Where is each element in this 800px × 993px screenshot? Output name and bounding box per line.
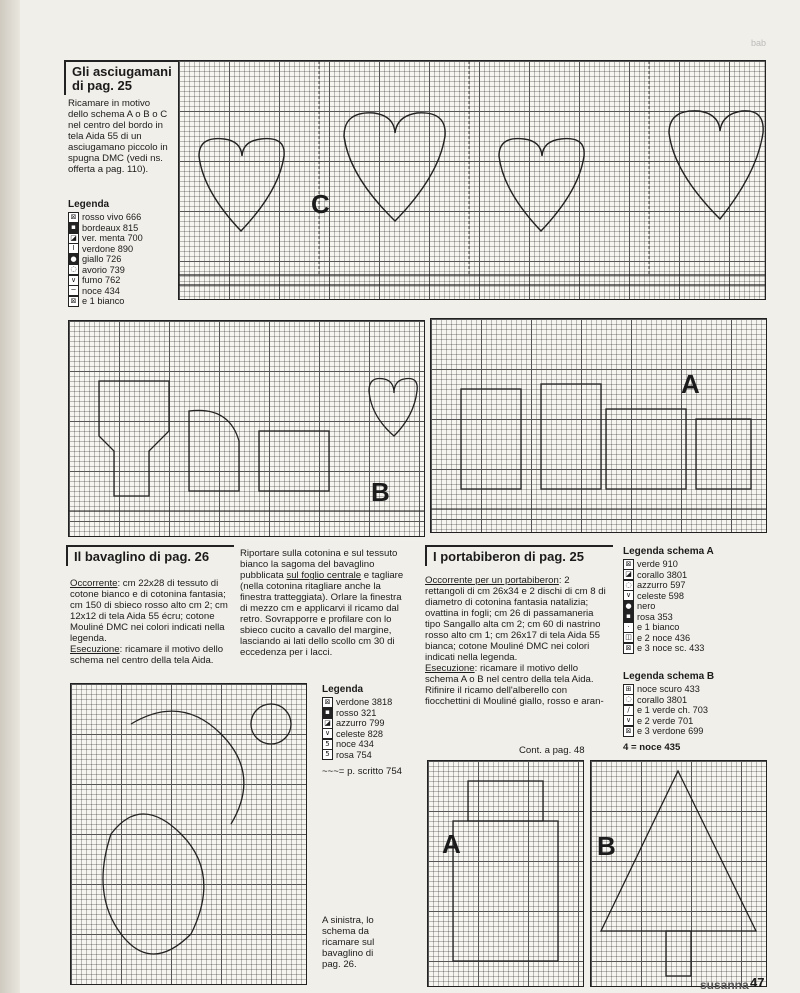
legend-symbol-icon: ⊠ — [322, 697, 333, 708]
legend-symbol-icon: ● — [623, 601, 634, 612]
bottle-continuation: Cont. a pag. 48 — [519, 745, 585, 756]
bib-esecuzione-text: : ricamare il motivo dello schema nel centro della tela Aida. — [70, 644, 224, 666]
bib-occorrente-label: Occorrente — [70, 578, 118, 589]
legend-label: bordeaux 815 — [82, 222, 139, 233]
tree-trunk-motif — [666, 931, 691, 976]
legend-row — [322, 708, 422, 719]
bunny-bib-motif — [103, 814, 204, 954]
chart-label-a-bottom: A — [442, 829, 461, 859]
legend-label: azzurro 597 — [637, 580, 686, 591]
bunny-motif — [189, 410, 239, 491]
legend-b-title: Legenda schema B — [623, 671, 715, 682]
towels-legend-title: Legenda — [68, 199, 110, 210]
legend-symbol-icon: ⊞ — [623, 684, 634, 695]
bib-legend — [322, 683, 422, 777]
legend-symbol-icon: ◪ — [68, 233, 79, 244]
legend-row — [623, 716, 763, 727]
legend-symbol-icon: 5 — [322, 749, 333, 760]
legend-label: noce 434 — [82, 285, 120, 296]
bottle-cap-motif — [468, 781, 543, 821]
bottle-title: I portabiberon di pag. 25 — [433, 549, 584, 564]
chart-a-motifs — [431, 319, 766, 532]
legend-a-title: Legenda schema A — [623, 546, 714, 557]
legend-symbol-icon: ⊠ — [623, 559, 634, 570]
legend-row — [623, 612, 763, 623]
legend-symbol-icon: ◌ — [623, 580, 634, 591]
legend-row — [322, 750, 422, 761]
bib-occorrente — [70, 578, 228, 666]
bib-text-pre: Riportare sulla cotonina e sul tessuto bianco la sagoma del bavaglino pubblicata — [240, 548, 398, 581]
bib-chart-motifs — [71, 684, 306, 984]
bib-chart — [70, 683, 307, 985]
small-heart-motif — [369, 379, 417, 437]
page-spine-shadow — [0, 0, 20, 993]
tree-motif — [601, 771, 756, 931]
legend-b-list — [623, 684, 763, 737]
bottle-chart-a — [427, 760, 584, 987]
bib-caption: A sinistra, lo schema da ricamare sul bavaglino di pag. 26. — [322, 915, 375, 970]
legend-label: e 2 noce 436 — [637, 632, 691, 643]
legend-label: fumo 762 — [82, 275, 121, 286]
heart-motif-1 — [199, 139, 284, 231]
bib-assembly-text — [240, 548, 410, 658]
legend-row — [623, 684, 763, 695]
legend-symbol-icon: ◪ — [322, 718, 333, 729]
towels-instructions: Ricamare in motivo dello schema A o B o C nel centro del bordo in tela Aida 55 di un asciugamano piccolo in spugna DMC (vedi ns. offerta a pag. 110). — [68, 98, 168, 175]
towels-title-box — [64, 60, 180, 95]
bottle-chart-b-motifs — [591, 761, 766, 986]
block-motif-2 — [541, 384, 601, 489]
legend-label: e 3 verdone 699 — [637, 726, 704, 737]
legend-label: corallo 3801 — [637, 694, 688, 705]
chart-b-wide — [68, 320, 425, 537]
legend-symbol-icon: I — [68, 243, 79, 254]
legend-symbol-icon: ◌ — [623, 694, 634, 705]
legend-label: e 3 noce sc. 433 — [637, 643, 705, 654]
bib-esecuzione-label: Esecuzione — [70, 644, 120, 655]
legend-label: e 1 verde ch. 703 — [637, 705, 708, 716]
legend-symbol-icon: ∕ — [623, 705, 634, 716]
bib-occorrente-text: : cm 22x28 di tessuto di cotone bianco e di cotonina fantasia; cm 150 di sbieco rosso alto cm 2; cm 12x12 di tela Aida 55 écru; cotone Mouliné DMC nei colori indicati nella legenda. — [70, 578, 228, 644]
legend-symbol-icon: ⊠ — [623, 643, 634, 654]
towels-legend — [68, 198, 178, 307]
legend-symbol-icon: ▪ — [623, 611, 634, 622]
bib-scritto-note: ~~~= p. scritto 754 — [322, 766, 403, 777]
legend-row — [623, 580, 763, 591]
legend-symbol-icon: ∨ — [68, 275, 79, 286]
legend-label: e 1 bianco — [637, 622, 680, 633]
towel-chart-motifs — [179, 61, 765, 299]
legend-symbol-icon: ─ — [68, 285, 79, 296]
bib-title-box — [66, 545, 234, 566]
legend-symbol-icon: · — [623, 622, 634, 633]
legend-row — [68, 296, 178, 307]
legend-symbol-icon: ▪ — [322, 707, 333, 718]
chart-a-wide — [430, 318, 767, 533]
legend-label: rosso 321 — [336, 707, 377, 718]
legend-label: noce scuro 433 — [637, 684, 700, 695]
legend-symbol-icon: ⊠ — [68, 212, 79, 223]
chart-label-a-top: A — [681, 369, 700, 399]
legend-symbol-icon: ∨ — [623, 715, 634, 726]
legend-label: giallo 726 — [82, 254, 122, 265]
legend-label: nero — [637, 601, 656, 612]
legend-label: verde 910 — [637, 559, 678, 570]
legend-symbol-icon: ● — [68, 254, 79, 265]
legend-symbol-icon: ⊠ — [68, 296, 79, 307]
legend-label: corallo 3801 — [637, 569, 688, 580]
towels-title: Gli asciugamani di pag. 25 — [72, 64, 172, 93]
legend-label: rosso vivo 666 — [82, 212, 142, 223]
legend-row — [623, 622, 763, 633]
bib-legend-title: Legenda — [322, 684, 364, 695]
legend-symbol-icon: ◪ — [623, 569, 634, 580]
legend-b — [623, 670, 763, 753]
legend-label: rosa 353 — [637, 611, 673, 622]
legend-b-note: 4 = noce 435 — [623, 741, 681, 753]
legend-symbol-icon: ⊠ — [623, 726, 634, 737]
legend-symbol-icon: ◫ — [623, 632, 634, 643]
legend-label: verdone 890 — [82, 243, 134, 254]
bottle-chart-a-motifs — [428, 761, 583, 986]
legend-label: noce 434 — [336, 739, 374, 750]
bottle-instructions — [425, 575, 609, 707]
bucket-motif — [259, 431, 329, 491]
bottle-body-motif — [453, 821, 558, 961]
bottle-title-box — [425, 545, 613, 566]
legend-row — [623, 570, 763, 581]
block-motif-4 — [696, 419, 751, 489]
bib-text-link: sul foglio centrale — [286, 570, 362, 581]
bib-legend-list — [322, 697, 422, 760]
heart-motif-3 — [499, 139, 584, 231]
legend-row — [623, 633, 763, 644]
legend-row — [68, 286, 178, 297]
legend-symbol-icon: ▪ — [68, 222, 79, 233]
legend-row — [68, 212, 178, 223]
legend-symbol-icon: ◌ — [68, 264, 79, 275]
legend-label: celeste 828 — [336, 728, 383, 739]
legend-symbol-icon: ∨ — [623, 590, 634, 601]
legend-label: rosa 754 — [336, 749, 372, 760]
heart-motif-4 — [669, 111, 763, 219]
legend-row — [68, 223, 178, 234]
legend-row — [68, 244, 178, 255]
legend-label: azzurro 799 — [336, 718, 385, 729]
legend-label: e 2 verde 701 — [637, 715, 694, 726]
teddy-motif — [99, 381, 169, 496]
legend-row — [322, 729, 422, 740]
legend-row — [68, 254, 178, 265]
bib-title: Il bavaglino di pag. 26 — [74, 549, 210, 564]
towel-chart — [178, 60, 766, 300]
block-motif-1 — [461, 389, 521, 489]
legend-label: verdone 3818 — [336, 697, 393, 708]
legend-a-list — [623, 559, 763, 654]
corner-mark: bab — [750, 38, 766, 48]
page-number: 47 — [750, 975, 765, 990]
legend-symbol-icon: ∨ — [322, 728, 333, 739]
legend-label: ver. menta 700 — [82, 233, 143, 244]
legend-row — [623, 705, 763, 716]
legend-row — [623, 601, 763, 612]
bottle-esecuzione-text: : ricamare il motivo dello schema A o B nel centro della tela Aida. Rifinire il ricamo dell'alberello con fiocchettini di Mouliné giallo, rosso e aran- — [425, 663, 604, 707]
legend-row — [623, 643, 763, 654]
bottle-occorrente-text: : 2 rettangoli di cm 26x34 e 2 dischi di cm 8 di diametro di cotonina fantasia natalizia; ovattina in fogli; cm 26 di passamaneria tipo Sangallo alta cm 2; cm 60 di nastrino rosso alto cm 1; cm 26x17 di tela Aida 55 bianca; cotone Mouliné DMC nei colori indicati nella legenda. — [425, 575, 606, 663]
chart-label-c: C — [311, 189, 330, 219]
legend-row — [68, 265, 178, 276]
heart-motif-2 — [344, 113, 445, 221]
block-motif-3 — [606, 409, 686, 489]
legend-a — [623, 545, 763, 654]
towels-legend-list — [68, 212, 178, 307]
legend-row — [322, 718, 422, 729]
legend-label: e 1 bianco — [82, 296, 125, 307]
bottle-chart-b — [590, 760, 767, 987]
legend-symbol-icon: 5 — [322, 739, 333, 750]
bottle-esecuzione-label: Esecuzione — [425, 663, 475, 674]
legend-row — [68, 275, 178, 286]
circle-motif — [251, 704, 291, 744]
legend-row — [623, 559, 763, 570]
legend-row — [623, 695, 763, 706]
vine-motif — [131, 711, 244, 824]
legend-row — [623, 591, 763, 602]
magazine-name: susanna — [700, 978, 749, 992]
chart-label-b-bottom: B — [597, 831, 616, 861]
bib-text-post: e tagliare (nella cotonina ritagliare anche la finestra tratteggiata). Orlare la finestra di mezzo cm e applicarvi il ricamo dal retro. Sovrapporre e profilare con lo sbieco cucito a cavallo del margine, lasciando ai lati dello scollo cm 30 di eccedenza per i lacci. — [240, 570, 404, 658]
legend-row — [623, 726, 763, 737]
legend-label: celeste 598 — [637, 590, 684, 601]
legend-row — [68, 233, 178, 244]
bottle-occorrente-label: Occorrente per un portabiberon — [425, 575, 559, 586]
legend-label: avorio 739 — [82, 264, 125, 275]
chart-label-b-top: B — [371, 477, 390, 507]
legend-row — [322, 697, 422, 708]
legend-row — [322, 739, 422, 750]
